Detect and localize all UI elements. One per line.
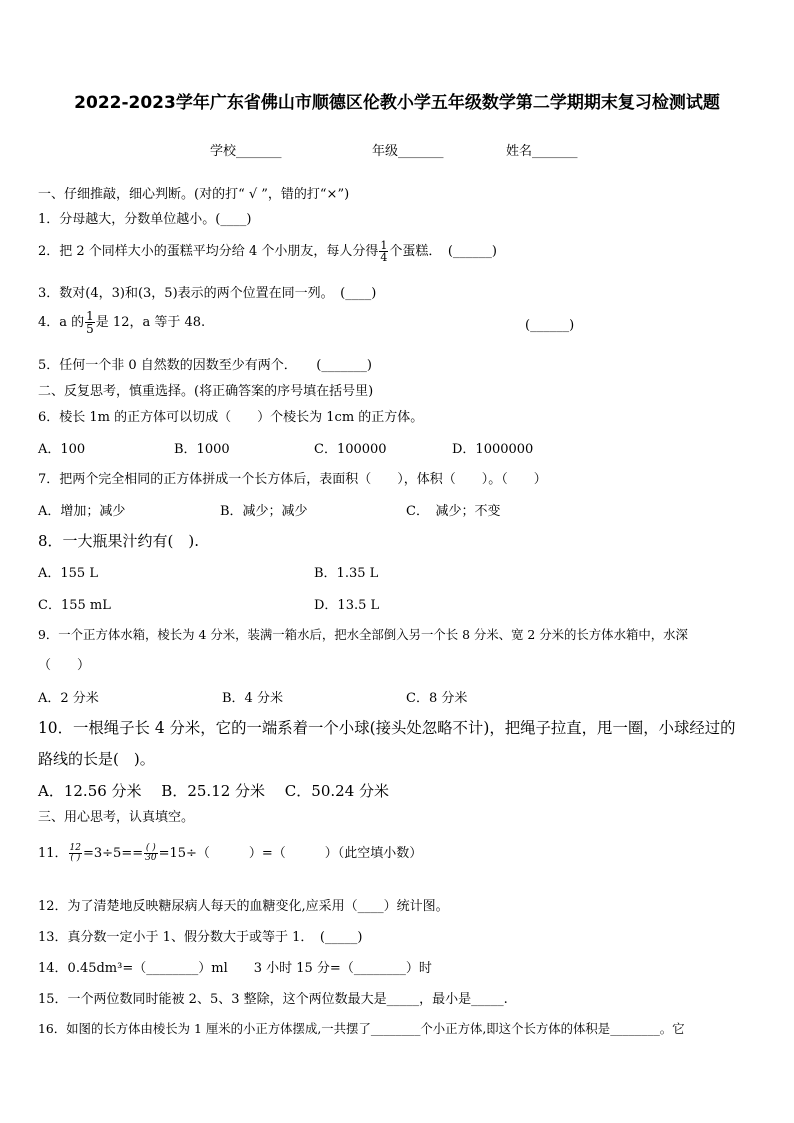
q6-option-d: D．1000000 [452,442,534,457]
question-7: 7．把两个完全相同的正方体拼成一个长方体后，表面积（ ），体积（ ）。（ ） [38,472,547,487]
fraction-numerator: 1 [86,309,94,323]
question-12: 12．为了清楚地反映糖尿病人每天的血糖变化,应采用（____）统计图。 [38,899,449,914]
section-heading-1: 一、仔细推敲，细心判断。(对的打“ √ ”，错的打“×”) [38,187,350,202]
question-2-text-start: 2．把 2 个同样大小的蛋糕平均分给 4 个小朋友，每人分得 [38,244,379,259]
school-field: 学校_______ [210,144,282,159]
section-heading-2: 二、反复思考，慎重选择。(将正确答案的序号填在括号里) [38,384,374,399]
question-8: 8．一大瓶果汁约有( ). [38,532,200,550]
grade-field: 年级_______ [372,144,444,159]
q8-option-d: D．13.5 L [314,598,380,613]
question-16: 16．如图的长方体由棱长为 1 厘米的小正方体摆成,一共摆了________个小正方体,即这个长方体的体积是________。它 [38,1021,685,1036]
q9-option-a: A．2 分米 [38,691,99,706]
q8-option-b: B．1.35 L [314,566,379,581]
question-15: 15．一个两位数同时能被 2、5、3 整除，这个两位数最大是_____，最小是_____. [38,992,508,1007]
fraction-denominator: ( ) [70,853,81,863]
question-4 [38,310,205,335]
q7-option-b: B．减少；减少 [220,504,308,519]
question-11-number: 11． [38,846,68,861]
question-5: 5．任何一个非 0 自然数的因数至少有两个． (_______) [38,358,372,373]
fraction-twelve-over-blank [69,844,82,863]
fraction-numerator: 12 [69,843,81,853]
question-10: 10．一根绳子长 4 分米，它的一端系着一个小球(接头处忽略不计)，把绳子拉直，甩一圈，小球经过的 [38,719,736,737]
question-4-text-end: 是 12，a 等于 48. [95,315,206,330]
section-heading-3: 三、用心思考，认真填空。 [38,810,195,825]
fraction-denominator: 4 [380,251,388,264]
question-1: 1．分母越大，分数单位越小。(____) [38,212,252,227]
q8-option-c: C．155 mL [38,598,111,613]
q6-option-b: B．1000 [174,442,230,457]
fraction-one-quarter [379,240,388,263]
q9-option-b: B．4 分米 [222,691,283,706]
q7-option-c: C． 减少；不变 [406,504,501,519]
question-14: 14．0.45dm³=（________）ml 3 小时 15 分=（________）时 [38,961,432,976]
question-4-text-start: 4．a 的 [38,315,85,330]
q6-option-a: A．100 [38,442,86,457]
fraction-one-fifth [85,310,95,335]
fraction-blank-over-thirty [144,844,157,863]
question-6: 6．棱长 1m 的正方体可以切成（ ）个棱长为 1cm 的正方体。 [38,410,424,425]
question-11 [38,842,422,863]
question-3: 3．数对(4，3)和(3，5)表示的两个位置在同一列。 (____) [38,286,377,301]
question-2-text-end: 个蛋糕． (______) [389,244,497,259]
name-field: 姓名_______ [506,144,578,159]
question-11-mid: =3÷5== [83,846,144,861]
question-9: 9．一个正方体水箱，棱长为 4 分米，装满一箱水后，把水全部倒入另一个长 8 分米、宽 2 分米的长方体水箱中，水深 [38,627,688,642]
question-10-line-2: 路线的长是( )。 [38,750,155,768]
page-title: 2022-2023学年广东省佛山市顺德区伦教小学五年级数学第二学期期末复习检测试题 [74,93,720,113]
q10-options: A．12.56 分米 B．25.12 分米 C．50.24 分米 [38,782,389,800]
question-13: 13．真分数一定小于 1、假分数大于或等于 1． (_____) [38,930,363,945]
question-2 [38,240,497,263]
question-9-blank: （ ） [38,658,91,673]
q7-option-a: A．增加；减少 [38,504,126,519]
fraction-numerator: ( ) [145,843,156,853]
question-4-blank: (______) [525,318,575,333]
fraction-numerator: 1 [380,239,388,252]
question-11-end: =15÷（ ）=（ ）（此空填小数） [158,846,423,861]
q9-option-c: C．8 分米 [406,691,468,706]
fraction-denominator: 5 [86,322,94,336]
q6-option-c: C．100000 [314,442,387,457]
fraction-denominator: 30 [145,853,157,863]
q8-option-a: A．155 L [38,566,98,581]
